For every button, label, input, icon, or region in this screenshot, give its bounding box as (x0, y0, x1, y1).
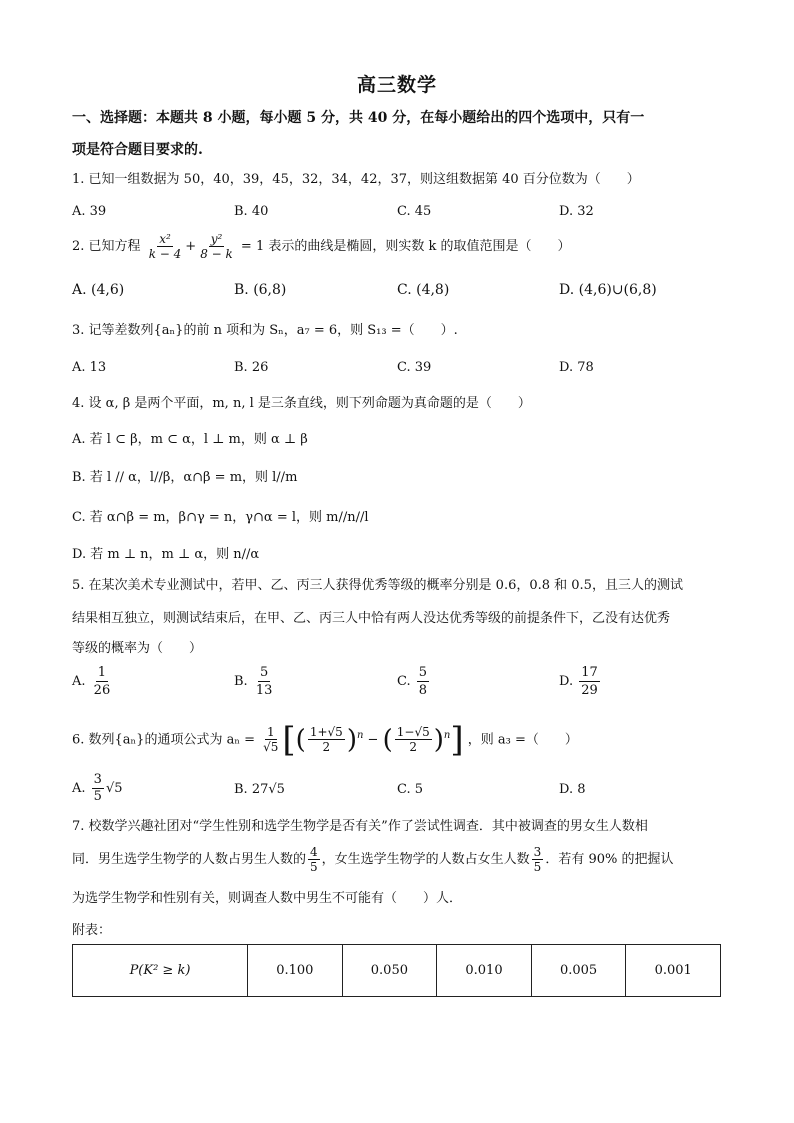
q5-a-den: 26 (93, 683, 111, 698)
q5-d-label: D. (559, 674, 574, 689)
q7-line2-a: 同．男生选学生物学的人数占男生人数的 (72, 852, 307, 867)
q5-a-num: 1 (97, 665, 107, 680)
appendix-table (72, 944, 721, 997)
q1-option-b: B. 40 (234, 204, 269, 219)
q6-a-den: 5 (93, 789, 102, 804)
q7-f2-num: 3 (533, 845, 542, 859)
q6-t1-num: 1+√5 (309, 725, 343, 740)
q5-a-fraction (92, 664, 113, 699)
q6-power-1: n (356, 730, 364, 741)
q2-option-c: C. (4,8) (397, 282, 450, 298)
question-5-line2: 结果相互独立，则测试结束后，在甲、乙、丙三人中恰有两人没达优秀等级的前提条件下，乙没有达优秀 (72, 611, 671, 626)
q6-t1-den: 2 (322, 740, 331, 755)
q5-b-label: B. (234, 674, 248, 689)
q2-frac1-den: k − 4 (148, 247, 182, 261)
q6-right-bracket: ] (450, 719, 464, 760)
q6-a-tail: √5 (105, 781, 123, 796)
q6-t2-den: 2 (409, 740, 418, 755)
q4-option-d: D. 若 m ⊥ n，m ⊥ α，则 n//α (72, 547, 260, 562)
q4-option-b: B. 若 l // α，l//β，α∩β = m，则 l//m (72, 470, 298, 485)
q4-option-c: C. 若 α∩β = m，β∩γ = n，γ∩α = l，则 m//n//l (72, 510, 369, 525)
q1-option-c: C. 45 (397, 204, 432, 219)
q2-fraction-y (198, 232, 235, 261)
table-row (73, 945, 721, 997)
q6-option-b: B. 27√5 (234, 782, 285, 797)
q2-fraction-x (147, 232, 184, 261)
q2-option-a: A. (4,6) (72, 282, 125, 298)
q3-option-b: B. 26 (234, 360, 269, 375)
q6-term2 (395, 725, 432, 754)
q4-option-a: A. 若 l ⊂ β，m ⊂ α，l ⊥ m，则 α ⊥ β (72, 432, 308, 447)
q6-a-fraction (92, 772, 104, 805)
table-cell: 0.050 (342, 945, 437, 997)
q7-fraction-1 (308, 845, 320, 874)
q5-option-a (72, 664, 114, 699)
q2-frac1-num: x² (159, 232, 171, 246)
q3-option-a: A. 13 (72, 360, 107, 375)
q6-t2-num: 1−√5 (396, 725, 430, 740)
q3-option-d: D. 78 (559, 360, 594, 375)
q7-f1-den: 5 (310, 860, 318, 874)
q5-option-d (559, 664, 602, 699)
q2-option-d: D. (4,6)∪(6,8) (559, 282, 657, 298)
question-7-line1: 7. 校数学兴趣社团对“学生性别和选学生物学是否有关”作了尝试性调查．其中被调查的男女生人数相 (72, 819, 648, 834)
q2-prefix: 2. 已知方程 (72, 239, 141, 254)
question-4: 4. 设 α, β 是两个平面，m, n, l 是三条直线，则下列命题为真命题的是（ ） (72, 396, 531, 411)
q2-suffix: = 1 表示的曲线是椭圆，则实数 k 的取值范围是（ ） (240, 239, 571, 254)
q5-c-label: C. (397, 674, 411, 689)
q6-paren-open-2: ( (382, 724, 393, 755)
q7-fraction-2 (532, 845, 544, 874)
appendix-label: 附表： (72, 923, 112, 938)
question-6: 6. 数列{aₙ}的通项公式为 aₙ = $\frac{1}{√5}$ [( $\frac{1+√5}{2}$ )$^n$ − ( $\frac{1-√5}{2}$ )$^n$] ，则 a₃ =（ ） (72, 719, 578, 760)
q6-paren-close-1: ) (346, 724, 357, 755)
q5-c-den: 8 (418, 683, 428, 698)
q5-c-num: 5 (418, 665, 428, 680)
q6-option-d: D. 8 (559, 782, 586, 797)
table-cell: 0.010 (437, 945, 532, 997)
q6-paren-open-1: ( (295, 724, 306, 755)
section-heading: 一、选择题：本题共 8 小题，每小题 5 分，共 40 分，在每小题给出的四个选项中，只有一 (72, 110, 645, 126)
q7-f2-den: 5 (533, 860, 542, 874)
q6-option-a (72, 772, 123, 805)
q5-c-fraction (417, 664, 429, 699)
table-cell: 0.100 (248, 945, 343, 997)
q6-term1 (308, 725, 345, 754)
q2-option-b: B. (6,8) (234, 282, 287, 298)
q5-d-fraction (579, 664, 600, 699)
question-5-line1: 5. 在某次美术专业测试中，若甲、乙、丙三人获得优秀等级的概率分别是 0.6，0.8 和 0.5，且三人的测试 (72, 578, 683, 593)
question-5-line3: 等级的概率为（ ） (72, 641, 203, 656)
q5-option-b (234, 664, 276, 699)
q6-paren-close-2: ) (433, 724, 444, 755)
question-1: 1. 已知一组数据为 50，40，39，45，32，34，42，37，则这组数据第 40 百分位数为（ ） (72, 172, 640, 187)
q2-frac2-num: y² (210, 232, 223, 246)
q6-coef-num: 1 (266, 725, 275, 740)
q1-option-d: D. 32 (559, 204, 594, 219)
question-7-line3: 为选学生物学和性别有关，则调查人数中男生不可能有（ ）人． (72, 891, 463, 906)
table-cell: 0.001 (626, 945, 721, 997)
q5-b-den: 13 (255, 683, 273, 698)
q3-option-c: C. 39 (397, 360, 432, 375)
q5-b-num: 5 (259, 665, 269, 680)
q7-line2-c: ．若有 90% 的把握认 (545, 852, 674, 867)
q6-left-bracket: [ (282, 719, 296, 760)
question-7-line2 (72, 842, 673, 878)
q6-power-2: n (443, 730, 451, 741)
q1-option-a: A. 39 (72, 204, 107, 219)
question-2: 2. 已知方程 $\frac{\text{x²}}{k - 4}$ + $\frac{\text{y²}}{8 - k}$ = 1 表示的曲线是椭圆，则实数 k 的取值范围是（ ） (72, 232, 571, 261)
q6-coef-den: √5 (263, 740, 279, 755)
page-title: 高三数学 (356, 74, 437, 96)
q6-prefix: 6. 数列{aₙ}的通项公式为 aₙ = (72, 732, 255, 748)
section-heading-cont: 项是符合题目要求的. (72, 142, 203, 158)
q7-f1-num: 4 (310, 845, 318, 859)
table-header-cell: P(K² ≥ k) (73, 945, 248, 997)
q6-suffix: ，则 a₃ =（ ） (467, 732, 578, 748)
q5-d-den: 29 (581, 683, 598, 698)
q2-frac2-den: 8 − k (200, 247, 233, 261)
q5-a-label: A. (72, 674, 86, 689)
table-cell: 0.005 (531, 945, 626, 997)
q6-a-label: A. (72, 781, 86, 796)
q5-d-num: 17 (581, 665, 598, 680)
q5-option-c (397, 664, 431, 699)
q6-a-num: 3 (93, 772, 102, 787)
q6-coefficient (261, 725, 280, 754)
q6-option-c: C. 5 (397, 782, 424, 797)
q5-b-fraction (254, 664, 275, 699)
question-3: 3. 记等差数列{aₙ}的前 n 项和为 Sₙ，a₇ = 6，则 S₁₃ =（ ）. (72, 323, 458, 338)
q7-line2-b: ，女生选学生物学的人数占女生人数 (321, 852, 530, 867)
